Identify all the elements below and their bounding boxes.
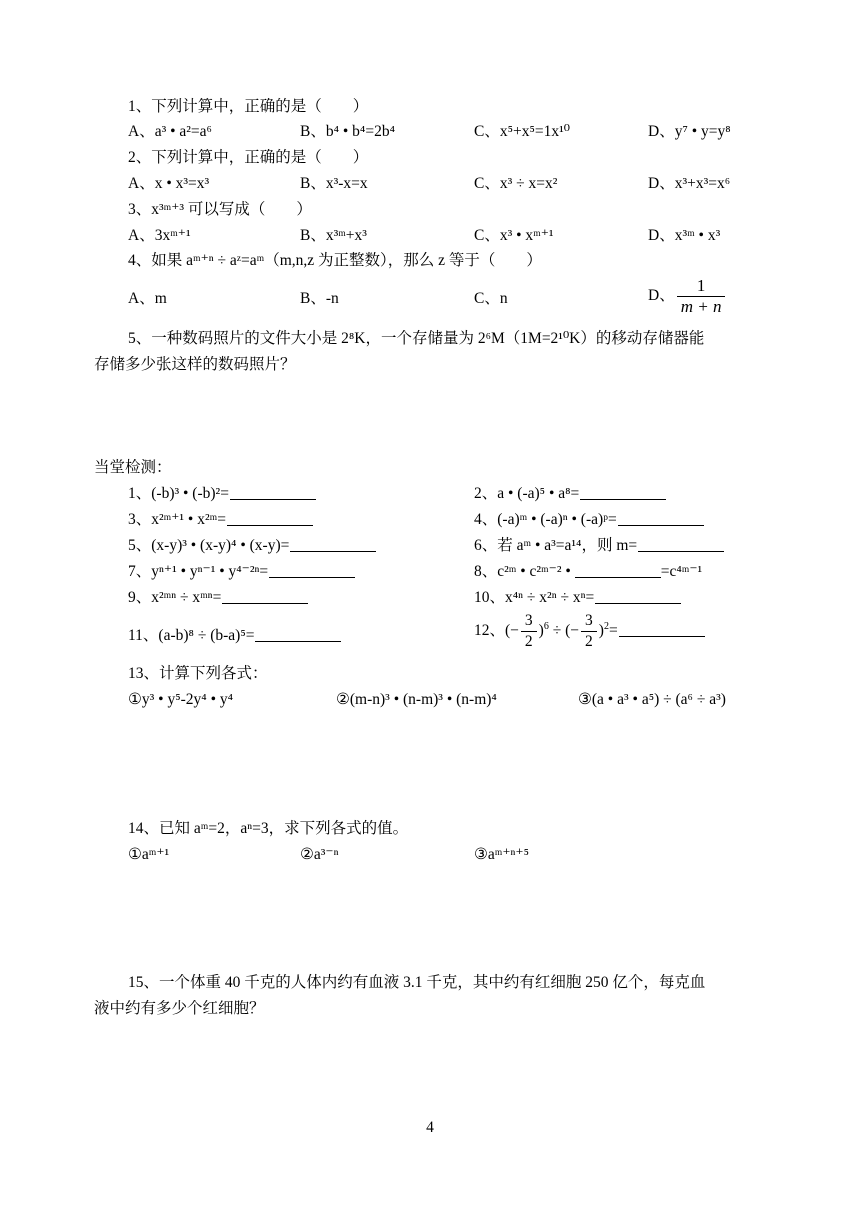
fraction-denominator: 2	[581, 631, 597, 652]
answer-blank[interactable]	[619, 622, 705, 637]
q4-option-d	[648, 276, 727, 317]
equals-sign: =	[608, 622, 618, 640]
q4-option-c: C、n	[474, 290, 508, 307]
fraction-numerator: 1	[696, 276, 706, 295]
check-item-8-text: 8、c²ᵐ • c²ᵐ⁻² •	[474, 563, 571, 580]
q4-stem: 4、如果 aᵐ⁺ⁿ ÷ aᶻ=aᵐ（m,n,z 为正整数），那么 z 等于（ ）	[128, 252, 542, 269]
check-item-3	[128, 510, 313, 530]
check-item-9-text: 9、x²ᵐⁿ ÷ xᵐⁿ=	[128, 589, 222, 606]
q13-stem: 13、计算下列各式：	[128, 665, 268, 682]
q5-line-1: 5、一种数码照片的文件大小是 2⁸K，一个存储量为 2⁶M（1M=2¹⁰K）的移动存储器能	[128, 330, 705, 347]
q1-option-d: D、y⁷ • y=y⁸	[648, 123, 731, 140]
check-section-title: 当堂检测：	[94, 459, 172, 476]
q4-option-d-fraction	[677, 276, 726, 317]
answer-blank[interactable]	[269, 563, 355, 578]
answer-blank[interactable]	[227, 511, 313, 526]
q2-option-d: D、x³+x³=x⁶	[648, 175, 731, 192]
q3-option-d: D、x³ᵐ • x³	[648, 227, 721, 244]
q15-line-2: 液中约有多少个红细胞？	[94, 1000, 265, 1017]
check-item-8-result: =c⁴ᵐ⁻¹	[660, 563, 703, 580]
q2-stem: 2、下列计算中，正确的是（ ）	[128, 149, 369, 166]
answer-blank[interactable]	[638, 537, 724, 552]
check-item-5	[128, 536, 376, 556]
q1-stem: 1、下列计算中，正确的是（ ）	[128, 98, 369, 115]
q2-option-c: C、x³ ÷ x=x²	[474, 175, 558, 192]
check-item-5-text: 5、(x-y)³ • (x-y)⁴ • (x-y)=	[128, 537, 290, 554]
check-item-3-text: 3、x²ᵐ⁺¹ • x²ᵐ=	[128, 511, 226, 528]
check-item-4-text: 4、(-a)ᵐ • (-a)ⁿ • (-a)ᵖ=	[474, 511, 617, 528]
q4-option-a: A、m	[128, 290, 167, 307]
q13-part-3: ③(a • a³ • a⁵) ÷ (a⁶ ÷ a³)	[578, 691, 726, 708]
check-item-2-text: 2、a • (-a)⁵ • a⁸=	[474, 485, 580, 502]
answer-blank[interactable]	[580, 485, 666, 500]
check-item-12	[474, 611, 705, 652]
q14-stem: 14、已知 aᵐ=2，aⁿ=3，求下列各式的值。	[128, 820, 409, 837]
fraction-denominator: 2	[521, 631, 537, 652]
q2-option-a: A、x • x³=x³	[128, 175, 210, 192]
check-item-11	[128, 626, 341, 646]
exponent: 6	[543, 621, 549, 633]
q14-part-3: ③aᵐ⁺ⁿ⁺⁵	[474, 846, 529, 863]
close-paren: )	[538, 622, 544, 640]
check-item-12-prefix: 12、	[474, 622, 506, 640]
q13-part-1: ①y³ • y⁵-2y⁴ • y⁴	[128, 691, 234, 708]
q1-option-c: C、x⁵+x⁵=1x¹⁰	[474, 123, 570, 140]
q13-part-2: ②(m-n)³ • (n-m)³ • (n-m)⁴	[336, 691, 497, 708]
check-item-6	[474, 536, 724, 556]
check-item-8	[474, 562, 702, 582]
q1-option-b: B、b⁴ • b⁴=2b⁴	[300, 123, 395, 140]
check-item-9	[128, 588, 308, 608]
check-item-1	[128, 484, 316, 504]
answer-blank[interactable]	[222, 589, 308, 604]
fraction-denominator: m + n	[677, 296, 726, 317]
q1-option-a: A、a³ • a²=a⁶	[128, 123, 212, 140]
page-number: 4	[426, 1119, 434, 1136]
check-item-11-text: 11、(a-b)⁸ ÷ (b-a)⁵=	[128, 627, 255, 644]
q3-stem: 3、x³ᵐ⁺³ 可以写成（ ）	[128, 201, 312, 218]
q4-option-b: B、-n	[300, 290, 339, 307]
answer-blank[interactable]	[290, 537, 376, 552]
q3-option-a: A、3xᵐ⁺¹	[128, 227, 191, 244]
answer-blank[interactable]	[255, 627, 341, 642]
q5-line-2: 存储多少张这样的数码照片？	[94, 356, 296, 373]
check-item-7-text: 7、yⁿ⁺¹ • yⁿ⁻¹ • y⁴⁻²ⁿ=	[128, 563, 269, 580]
q14-part-2: ②a³⁻ⁿ	[300, 846, 339, 863]
divide-sign: ÷ (−	[548, 622, 580, 640]
q2-option-b: B、x³-x=x	[300, 175, 368, 192]
exponent: 2	[603, 621, 609, 633]
check-item-1-text: 1、(-b)³ • (-b)²=	[128, 485, 229, 502]
fraction-numerator: 3	[585, 612, 593, 629]
q3-option-c: C、x³ • xᵐ⁺¹	[474, 227, 554, 244]
q4-option-d-prefix: D、	[648, 287, 675, 305]
check-item-4	[474, 510, 704, 530]
q15-line-1: 15、一个体重 40 千克的人体内约有血液 3.1 千克，其中约有红细胞 250 亿个，每克血	[128, 974, 706, 991]
check-item-6-text: 6、若 aᵐ • a³=a¹⁴，则 m=	[474, 537, 638, 554]
answer-blank[interactable]	[595, 589, 681, 604]
q14-part-1: ①aᵐ⁺¹	[128, 846, 170, 863]
fraction-numerator: 3	[524, 612, 533, 629]
fraction	[521, 611, 537, 652]
answer-blank[interactable]	[230, 485, 316, 500]
check-item-7	[128, 562, 355, 582]
answer-blank[interactable]	[575, 563, 661, 578]
check-item-10-text: 10、x⁴ⁿ ÷ x²ⁿ ÷ xⁿ=	[474, 589, 595, 606]
q3-option-b: B、x³ᵐ+x³	[300, 227, 367, 244]
close-paren: )	[598, 622, 604, 640]
fraction	[581, 611, 597, 652]
open-paren: (−	[505, 622, 519, 640]
check-item-10	[474, 588, 681, 608]
answer-blank[interactable]	[618, 511, 704, 526]
check-item-2	[474, 484, 666, 504]
